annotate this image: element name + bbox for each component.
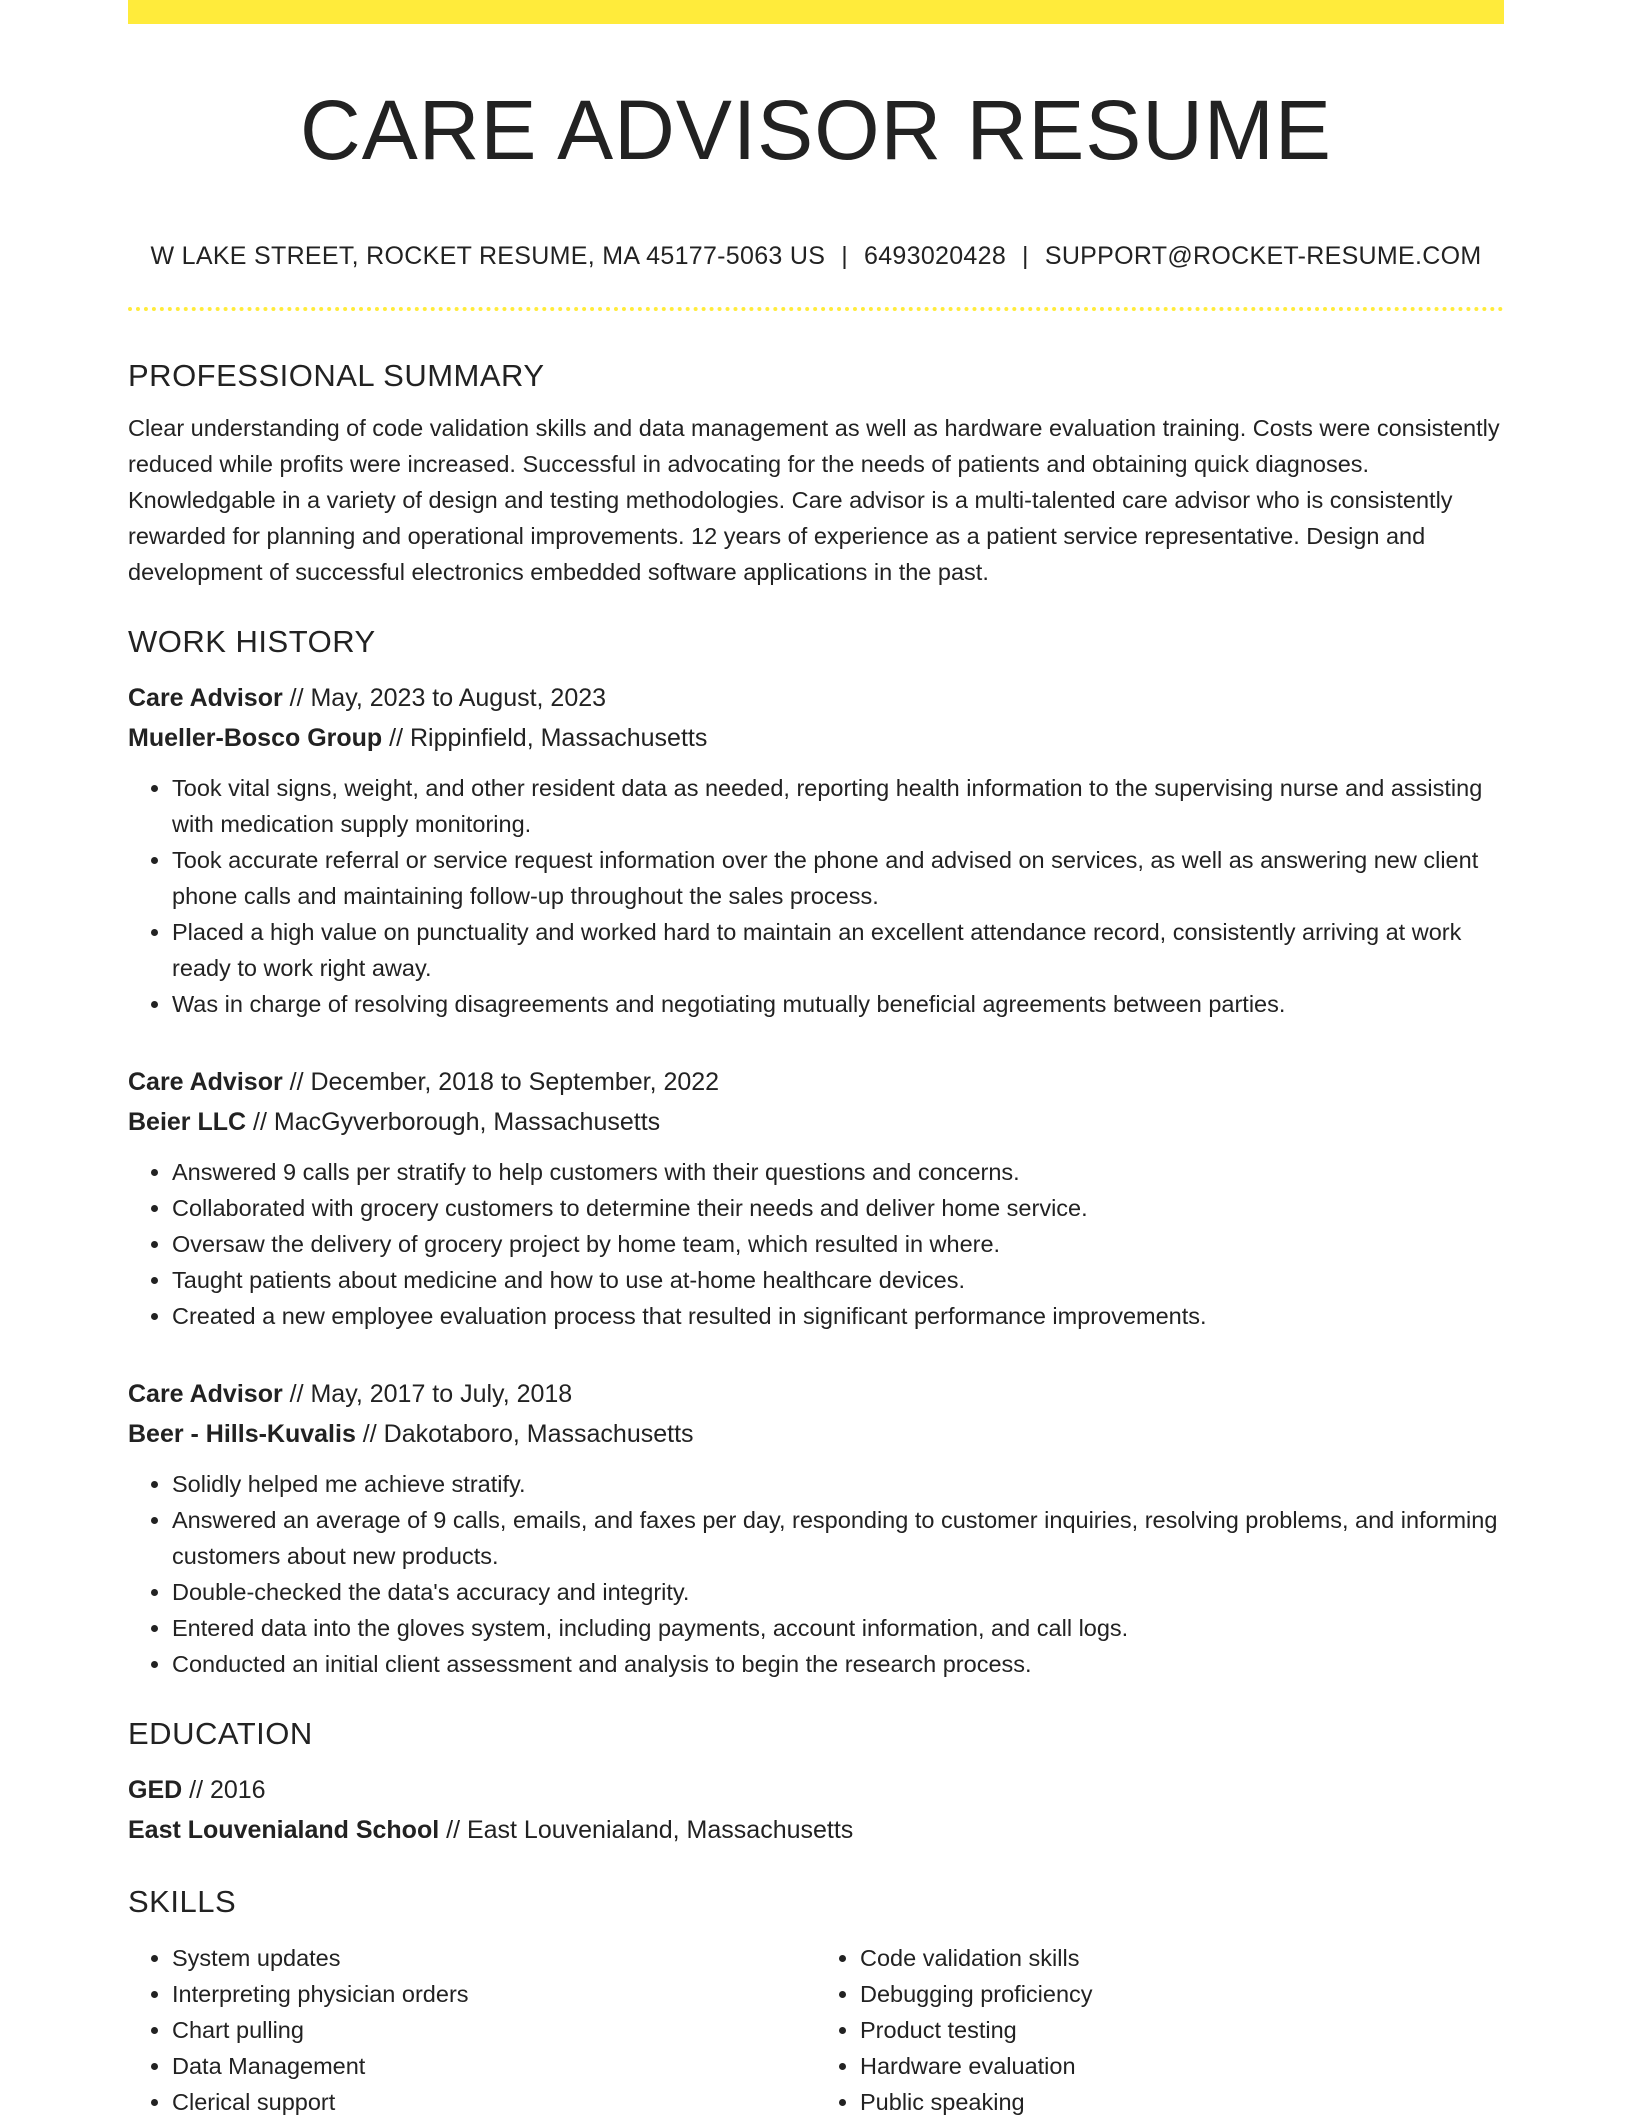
contact-phone: 6493020428 [864,242,1007,270]
resume-body [128,350,1504,2120]
job-entry [128,678,1504,1022]
job-bullets [128,1466,1504,1682]
job-dates: // December, 2018 to September, 2022 [282,1068,720,1096]
list-item: • Collaborated with grocery customers to determine their needs and deliver home service. [172,1190,1504,1226]
contact-address: W LAKE STREET, ROCKET RESUME, MA 45177-5063 US [150,242,826,270]
summary-text: Clear understanding of code validation skills and data management as well as hardware evaluation training. Costs were consistently reduced while profits were increased. Successful in advocating for the needs of patients and obtaining quick diagnoses. Knowledgable in a variety of design and testing methodologies. Care advisor is a multi-talented care advisor who is consistently rewarded for planning and operational improvements. 12 years of experience as a patient service representative. Design and development of successful electronics embedded software applications in the past. [128,415,1500,585]
job-company-line [128,718,1504,758]
job-title: Care Advisor [128,1380,283,1408]
list-item: • Answered 9 calls per stratify to help customers with their questions and concerns. [172,1154,1504,1190]
list-item: • Code validation skills [860,1940,1504,1976]
contact-line [128,236,1504,276]
job-dates: // May, 2023 to August, 2023 [282,684,607,712]
list-item: • Placed a high value on punctuality and worked hard to maintain an excellent attendance record, consistently arriving at work ready to work right away. [172,914,1504,986]
education-school: East Louvenialand School [128,1816,440,1844]
contact-separator: | [841,242,848,270]
list-item: • Created a new employee evaluation process that resulted in significant performance improvements. [172,1298,1504,1334]
list-item: • System updates [172,1940,816,1976]
job-company: Mueller-Bosco Group [128,724,383,752]
list-item: • Conducted an initial client assessment and analysis to begin the research process. [172,1646,1504,1682]
job-bullets [128,1154,1504,1334]
list-item: • Answered an average of 9 calls, emails, and faxes per day, responding to customer inquiries, resolving problems, and informing customers about new products. [172,1502,1504,1574]
page-title: CARE ADVISOR RESUME [300,83,1332,177]
list-item: • Double-checked the data's accuracy and integrity. [172,1574,1504,1610]
job-company: Beer - Hills-Kuvalis [128,1420,356,1448]
education-degree-line [128,1770,1504,1810]
list-item: • Was in charge of resolving disagreements and negotiating mutually beneficial agreements between parties. [172,986,1504,1022]
education-degree: GED [128,1776,183,1804]
list-item: • Solidly helped me achieve stratify. [172,1466,1504,1502]
job-company: Beier LLC [128,1108,247,1136]
job-title-line [128,1062,1504,1102]
summary-heading: PROFESSIONAL SUMMARY [128,358,545,393]
job-location: // Rippinfield, Massachusetts [382,724,708,752]
job-title-line [128,1374,1504,1414]
list-item: • Entered data into the gloves system, including payments, account information, and call logs. [172,1610,1504,1646]
list-item: • Product testing [860,2012,1504,2048]
job-dates: // May, 2017 to July, 2018 [282,1380,573,1408]
job-title: Care Advisor [128,684,283,712]
job-bullets [128,770,1504,1022]
job-company-line [128,1102,1504,1142]
list-item: • Interpreting physician orders [172,1976,816,2012]
header-divider [128,307,1504,311]
skills-heading: SKILLS [128,1884,237,1919]
list-item: • Hardware evaluation [860,2048,1504,2084]
job-company-line [128,1414,1504,1454]
list-item: • Data Management [172,2048,816,2084]
contact-email: SUPPORT@ROCKET-RESUME.COM [1044,242,1482,270]
job-location: // MacGyverborough, Massachusetts [246,1108,661,1136]
education-year: // 2016 [182,1776,266,1804]
job-entry [128,1374,1504,1682]
list-item: • Public speaking [860,2084,1504,2120]
skills-list-right [816,1940,1504,2120]
list-item: • Took vital signs, weight, and other resident data as needed, reporting health information to the supervising nurse and assisting with medication supply monitoring. [172,770,1504,842]
list-item: • Clerical support [172,2084,816,2120]
job-location: // Dakotaboro, Massachusetts [355,1420,694,1448]
skills-list-left [128,1940,816,2120]
education-location: // East Louvenialand, Massachusetts [439,1816,854,1844]
list-item: • Took accurate referral or service request information over the phone and advised on services, as well as answering new client phone calls and maintaining follow-up throughout the sales process. [172,842,1504,914]
list-item: • Taught patients about medicine and how to use at-home healthcare devices. [172,1262,1504,1298]
list-item: • Debugging proficiency [860,1976,1504,2012]
top-accent-bar [128,0,1504,24]
education-school-line [128,1810,1504,1850]
education-heading: EDUCATION [128,1716,313,1751]
job-entry [128,1062,1504,1334]
list-item: • Oversaw the delivery of grocery project by home team, which resulted in where. [172,1226,1504,1262]
job-title: Care Advisor [128,1068,283,1096]
list-item: • Chart pulling [172,2012,816,2048]
education-entry [128,1770,1504,1850]
skills-grid [128,1940,1504,2120]
contact-separator: | [1022,242,1029,270]
job-title-line [128,678,1504,718]
work-history-heading: WORK HISTORY [128,624,376,659]
